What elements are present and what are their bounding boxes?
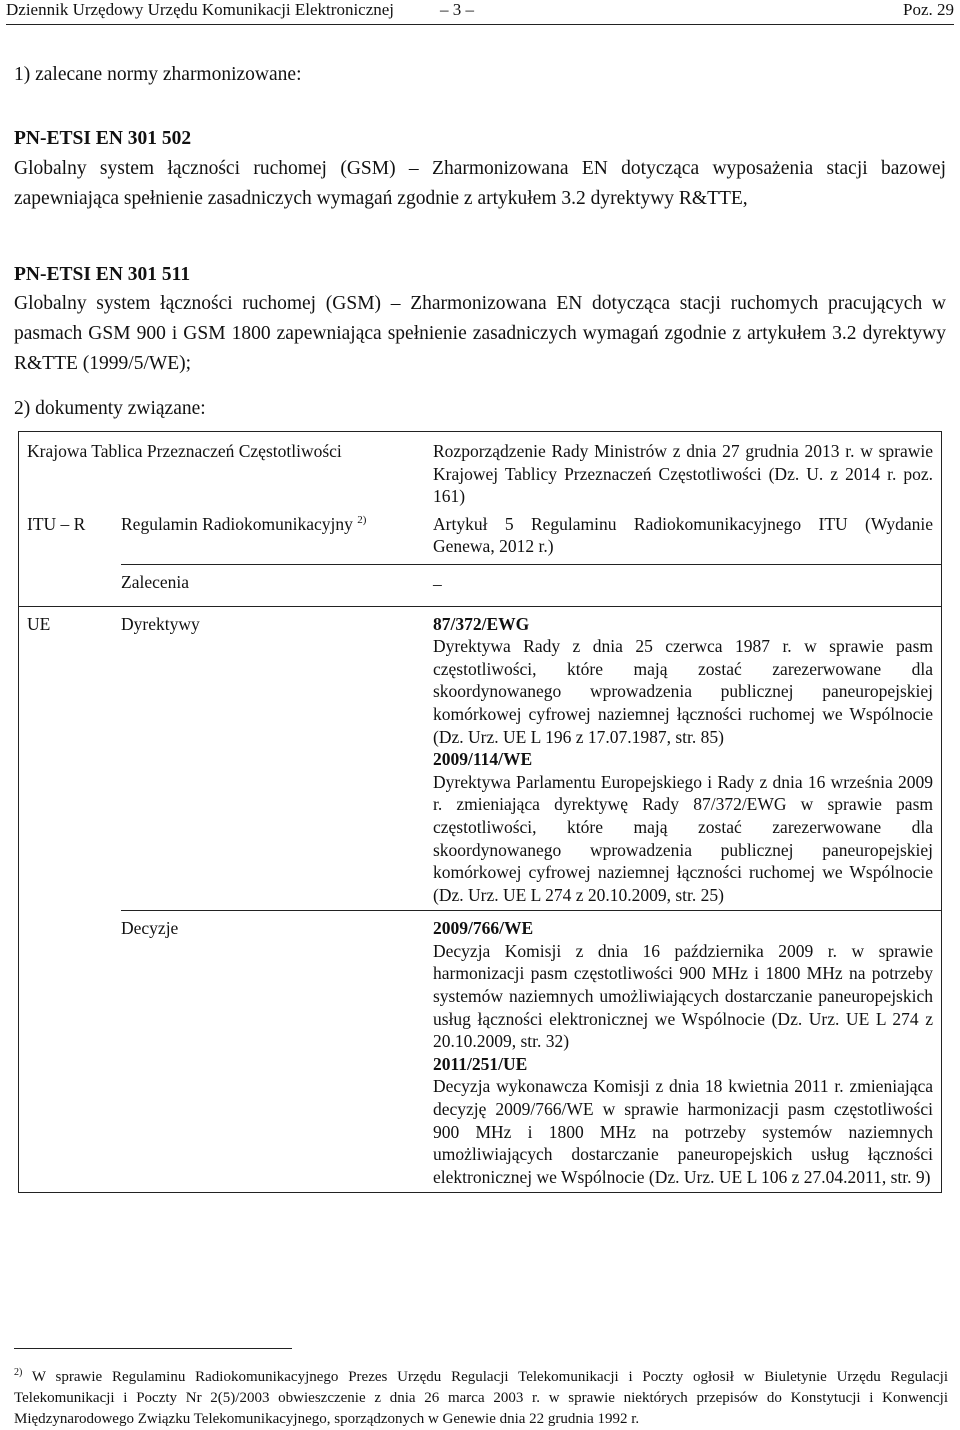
desc-cell bbox=[433, 513, 942, 565]
type-label: Decyzje bbox=[121, 918, 179, 939]
org-cell bbox=[19, 606, 122, 911]
standard-1-code: PN-ETSI EN 301 502 bbox=[14, 128, 192, 149]
type-cell bbox=[121, 564, 433, 606]
footnote-text: W sprawie Regulaminu Radiokomunikacyjnego Prezes Urzędu Regulacji Telekomunikacji i Poczty ogłosił w Biuletynie Urzędu Regulacji Telekomunikacji i Poczty Nr 2(5)/2003 obwieszczenie z dnia 26 marca 2003 r. w sprawie niektórych przepisów do Konstytucji i Konwencji Międzynarodowego Związku Telekomunikacyjnego, sporządzonych w Genewie dnia 22 grudnia 1992 r. bbox=[14, 1369, 948, 1427]
footnote-reference: 2) bbox=[357, 513, 367, 526]
type-cell bbox=[121, 513, 433, 565]
org-cell bbox=[19, 564, 122, 606]
doc-description: Dyrektywa Parlamentu Europejskiego i Rady z dnia 16 września 2009 r. zmieniająca dyrektywę Rady 87/372/EWG w sprawie pasm częstotliwości, które mają zostać zarezerwowane dla skoordynowanego wprowadzenia publicznej paneuropejskiej komórkowej cyfrowej naziemnej łączności ruchomej we Wspólnocie (Dz. Urz. UE L 274 z 20.10.2009, str. 25) bbox=[433, 771, 933, 905]
table-row bbox=[19, 606, 942, 911]
org-cell bbox=[19, 513, 122, 565]
doc-code: 2009/766/WE bbox=[433, 918, 534, 939]
item-recommended-standards: 1) zalecane normy zharmonizowane: bbox=[14, 64, 302, 85]
item-related-documents: 2) dokumenty związane: bbox=[14, 398, 206, 419]
table-row bbox=[19, 432, 942, 513]
desc-cell bbox=[433, 432, 942, 513]
table-row bbox=[19, 564, 942, 606]
page-number: – 3 – bbox=[440, 0, 474, 19]
doc-description: Rozporządzenie Rady Ministrów z dnia 27 grudnia 2013 r. w sprawie Krajowej Tablicy Przeznaczeń Częstotliwości (Dz. U. z 2014 r. poz. 161) bbox=[433, 441, 933, 507]
desc-cell bbox=[433, 564, 942, 606]
journal-title: Dziennik Urzędowy Urzędu Komunikacji Elektronicznej bbox=[6, 0, 395, 19]
footnote bbox=[14, 1362, 948, 1430]
org-label: UE bbox=[27, 613, 51, 634]
footnote-divider bbox=[14, 1348, 292, 1349]
doc-description: – bbox=[433, 573, 442, 594]
type-cell bbox=[121, 606, 433, 911]
doc-code: 2009/114/WE bbox=[433, 749, 533, 770]
standard-2-description: Globalny system łączności ruchomej (GSM) – Zharmonizowana EN dotycząca stacji ruchomych pracujących w pasmach GSM 900 i GSM 1800 zapewniająca spełnienie zasadniczych wymagań zgodnie z artykułem 3.2 dyrektywy R&TTE (1999/5/WE); bbox=[14, 293, 946, 374]
org-label: ITU – R bbox=[27, 513, 86, 534]
desc-cell bbox=[433, 911, 942, 1193]
doc-code: 87/372/EWG bbox=[433, 613, 530, 634]
type-cell bbox=[121, 911, 433, 1193]
page-header bbox=[6, 0, 954, 25]
doc-description: Decyzja wykonawcza Komisji z dnia 18 kwietnia 2011 r. zmieniająca decyzję 2009/766/WE w sprawie harmonizacji pasm częstotliwości 900 MHz i 1800 MHz na potrzeby systemów naziemnych umożliwiających dostarczanie paneuropejskich usług łączności elektronicznej we Wspólnocie (Dz. Urz. UE L 106 z 27.04.2011, str. 9) bbox=[433, 1076, 933, 1187]
table-row bbox=[19, 513, 942, 565]
table-row bbox=[19, 911, 942, 1193]
doc-description: Artykuł 5 Regulaminu Radiokomunikacyjnego ITU (Wydanie Genewa, 2012 r.) bbox=[433, 513, 933, 557]
desc-cell bbox=[433, 606, 942, 911]
doc-description: Decyzja Komisji z dnia 16 października 2009 r. w sprawie harmonizacji pasm częstotliwości 900 MHz i 1800 MHz na potrzeby systemów naziemnych umożliwiających dostarczanie paneuropejskich usług łączności elektronicznej we Wspólnocie (Dz. Urz. UE L 274 z 20.10.2009, str. 32) bbox=[433, 940, 933, 1052]
org-cell bbox=[19, 432, 434, 513]
related-documents-table bbox=[18, 431, 942, 1193]
standard-2-code: PN-ETSI EN 301 511 bbox=[14, 264, 191, 285]
position-number: Poz. 29 bbox=[903, 0, 954, 19]
type-label: Regulamin Radiokomunikacyjny bbox=[121, 513, 353, 534]
footnote-mark: 2) bbox=[14, 1367, 23, 1378]
doc-code: 2011/251/UE bbox=[433, 1053, 528, 1074]
type-label: Dyrektywy bbox=[121, 613, 200, 634]
org-label: Krajowa Tablica Przeznaczeń Częstotliwości bbox=[27, 441, 342, 461]
doc-description: Dyrektywa Rady z dnia 25 czerwca 1987 r. w sprawie pasm częstotliwości, które mają zostać zarezerwowane dla skoordynowanego wprowadzenia publicznej paneuropejskiej komórkowej cyfrowej naziemnej łączności ruchomej we Wspólnocie (Dz. Urz. UE L 196 z 17.07.1987, str. 85) bbox=[433, 636, 933, 747]
org-cell bbox=[19, 911, 122, 1193]
standard-1-description: Globalny system łączności ruchomej (GSM) – Zharmonizowana EN dotycząca wyposażenia stacji bazowej zapewniająca spełnienie zasadniczych wymagań zgodnie z artykułem 3.2 dyrektywy R&TTE, bbox=[14, 158, 946, 209]
type-label: Zalecenia bbox=[121, 571, 190, 592]
